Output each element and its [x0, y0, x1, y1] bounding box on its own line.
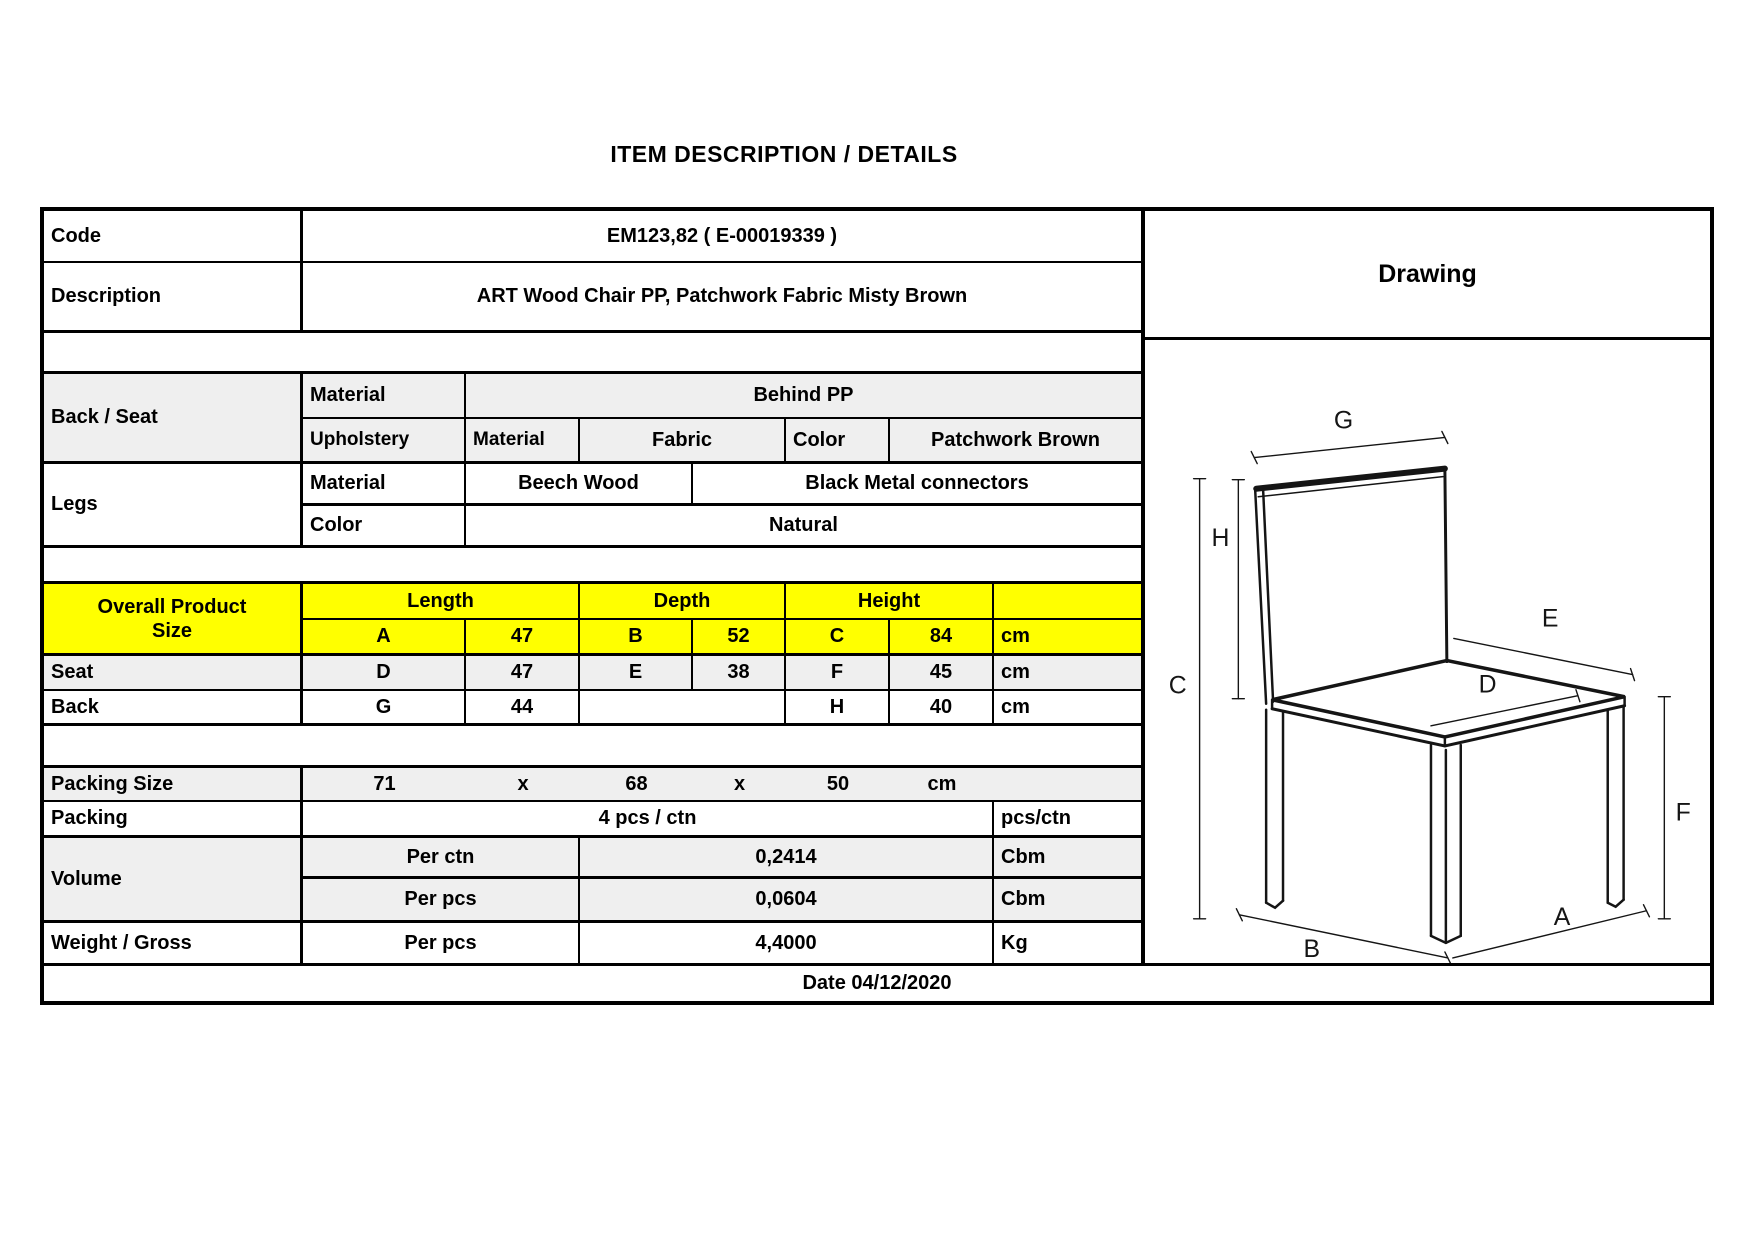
volume-per-ctn-value: 0,2414 — [580, 838, 994, 879]
dim-label-c: C — [1168, 671, 1187, 700]
code-value: EM123,82 ( E-00019339 ) — [303, 211, 1141, 263]
back-height-value: 40 — [890, 691, 994, 726]
upholstery-material-label: Material — [466, 419, 580, 464]
back-seat-material-label: Material — [303, 374, 466, 419]
date-text: Date 04/12/2020 — [802, 972, 952, 994]
weight-label: Weight / Gross — [44, 923, 303, 963]
weight-unit: Kg — [1001, 931, 1028, 954]
overall-size-line1: Overall Product — [97, 595, 247, 618]
dim-label-b: B — [1303, 934, 1321, 963]
overall-height-value: 84 — [890, 620, 994, 656]
seat-height-value: 45 — [890, 656, 994, 691]
legs-label: Legs — [44, 464, 303, 548]
unit-header-empty — [994, 584, 1141, 620]
seat-depth-key: E — [580, 656, 693, 691]
chair-drawing — [1145, 340, 1710, 963]
packing-value: 4 pcs / ctn — [303, 802, 994, 838]
packing-dim2: 68 — [625, 772, 648, 795]
volume-per-ctn-label: Per ctn — [303, 838, 580, 879]
volume-per-pcs-unit: Cbm — [994, 879, 1141, 923]
depth-header: Depth — [580, 584, 786, 620]
weight-value: 4,4000 — [580, 923, 994, 963]
packing-size-values — [303, 768, 1141, 802]
dim-label-g: G — [1333, 406, 1354, 435]
volume-per-pcs-label: Per pcs — [303, 879, 580, 923]
seat-length-key: D — [303, 656, 466, 691]
legs-material-label: Material — [303, 464, 466, 506]
legs-material-metal: Black Metal connectors — [693, 464, 1141, 506]
seat-length-value: 47 — [466, 656, 580, 691]
table-body — [44, 211, 1710, 963]
upholstery-material-value: Fabric — [580, 419, 786, 464]
dim-label-d: D — [1478, 670, 1497, 699]
packing-unit: pcs/ctn — [994, 802, 1141, 838]
packing-x2: x — [733, 772, 746, 795]
overall-length-value: 47 — [466, 620, 580, 656]
seat-label: Seat — [44, 656, 303, 691]
overall-depth-key: B — [580, 620, 693, 656]
length-header: Length — [303, 584, 580, 620]
back-length-value: 44 — [466, 691, 580, 726]
height-header: Height — [786, 584, 994, 620]
drawing-column — [1141, 211, 1710, 963]
upholstery-color-value: Patchwork Brown — [890, 419, 1141, 464]
description-value: ART Wood Chair PP, Patchwork Fabric Misty Brown — [303, 263, 1141, 333]
back-unit: cm — [994, 691, 1141, 726]
description-label: Description — [44, 263, 303, 333]
legs-color-label: Color — [303, 506, 466, 548]
back-length-key: G — [303, 691, 466, 726]
back-seat-label: Back / Seat — [44, 374, 303, 464]
packing-size-unit: cm — [927, 772, 957, 795]
back-label: Back — [44, 691, 303, 726]
drawing-header: Drawing — [1145, 211, 1710, 340]
volume-label: Volume — [44, 838, 303, 923]
dim-label-a: A — [1553, 902, 1571, 931]
spec-table — [40, 207, 1714, 1005]
overall-size-line2: Size — [151, 619, 193, 642]
packing-label: Packing — [44, 802, 303, 838]
details-grid — [44, 211, 1141, 963]
overall-length-key: A — [303, 620, 466, 656]
legs-color-value: Natural — [466, 506, 1141, 548]
upholstery-label: Upholstery — [303, 419, 466, 464]
spacer-row-3 — [44, 726, 1141, 768]
date-row — [44, 963, 1710, 1001]
spacer-row-1 — [44, 333, 1141, 374]
volume-per-ctn-unit: Cbm — [994, 838, 1141, 879]
back-seat-material-value: Behind PP — [466, 374, 1141, 419]
overall-height-key: C — [786, 620, 890, 656]
dim-label-e: E — [1541, 604, 1559, 633]
code-label: Code — [44, 211, 303, 263]
legs-material-wood: Beech Wood — [466, 464, 693, 506]
back-height-key: H — [786, 691, 890, 726]
dim-label-f: F — [1675, 798, 1691, 827]
packing-dim3: 50 — [826, 772, 850, 795]
packing-dim1: 71 — [373, 772, 396, 795]
seat-unit: cm — [994, 656, 1141, 691]
weight-per-label: Per pcs — [303, 923, 580, 963]
seat-depth-value: 38 — [693, 656, 786, 691]
upholstery-color-label: Color — [786, 419, 890, 464]
spacer-row-2 — [44, 548, 1141, 584]
overall-depth-value: 52 — [693, 620, 786, 656]
overall-size-label — [44, 584, 303, 656]
packing-size-label: Packing Size — [44, 768, 303, 802]
page-title: ITEM DESCRIPTION / DETAILS — [610, 141, 958, 167]
volume-per-pcs-value: 0,0604 — [580, 879, 994, 923]
chair-line-drawing — [1145, 340, 1710, 963]
dim-label-h: H — [1211, 523, 1230, 553]
back-empty-cell — [580, 691, 786, 726]
overall-unit: cm — [994, 620, 1141, 656]
seat-height-key: F — [786, 656, 890, 691]
packing-x1: x — [517, 772, 529, 795]
